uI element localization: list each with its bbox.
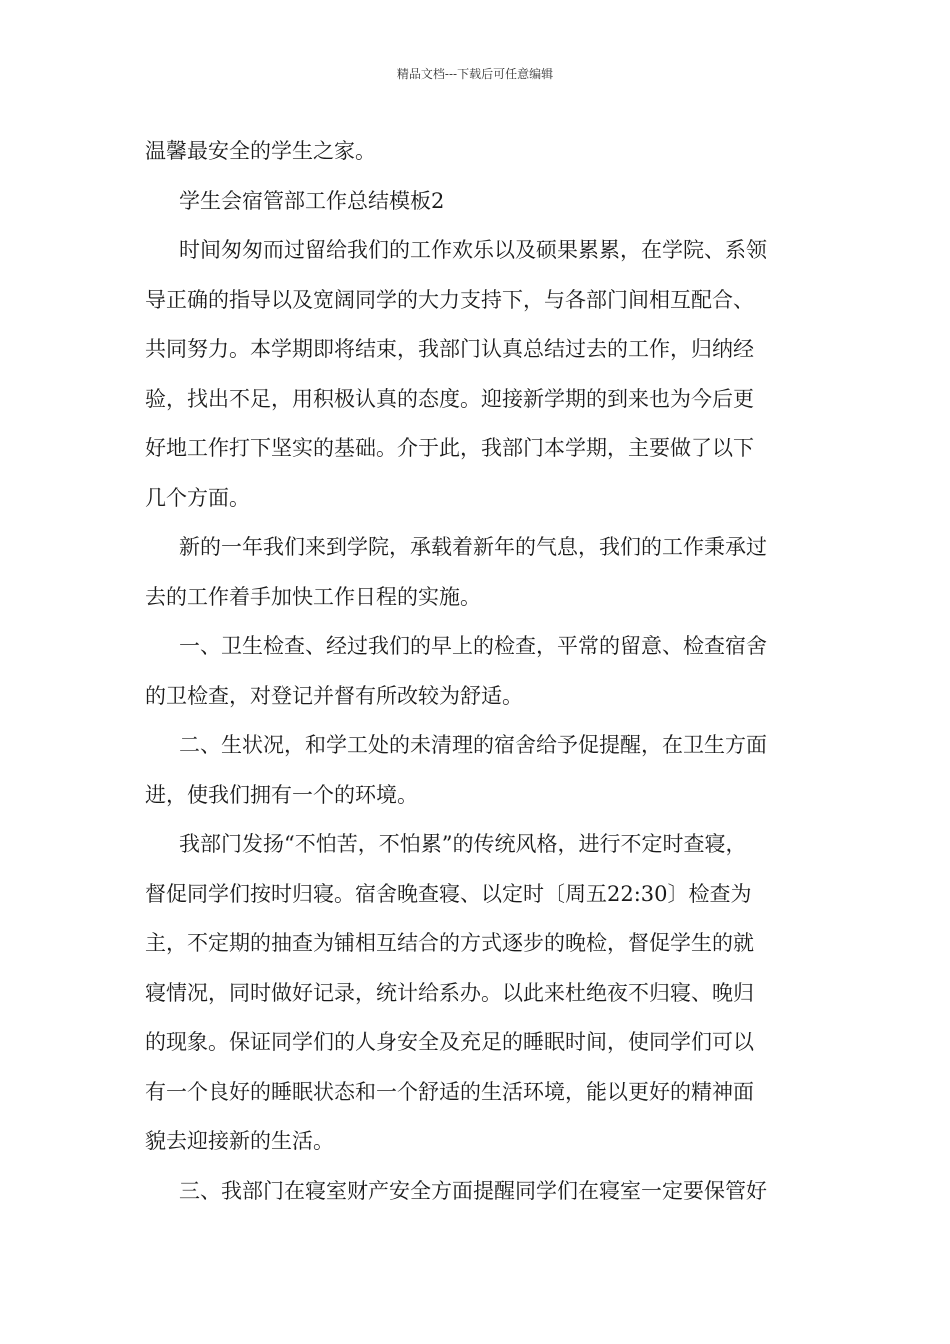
document-line: 的现象。保证同学们的人身安全及充足的睡眠时间，使同学们可以: [145, 1030, 754, 1054]
document-line: 三、我部门在寝室财产安全方面提醒同学们在寝室一定要保管好: [179, 1178, 767, 1203]
document-line: 温馨最安全的学生之家。: [145, 139, 376, 163]
document-line: 主，不定期的抽查为铺相互结合的方式逐步的晚检，督促学生的就: [145, 931, 754, 955]
document-line: 验，找出不足，用积极认真的态度。迎接新学期的到来也为今后更: [145, 386, 754, 411]
document-line: 去的工作着手加快工作日程的实施。: [145, 584, 481, 609]
document-line: 貌去迎接新的生活。: [145, 1129, 334, 1153]
document-line: 的卫检查，对登记并督有所改较为舒适。: [145, 683, 523, 708]
document-line: 时间匆匆而过留给我们的工作欢乐以及硕果累累，在学院、系领: [179, 238, 767, 262]
document-line: 好地工作打下坚实的基础。介于此，我部门本学期，主要做了以下: [145, 436, 754, 460]
document-line: 我部门发扬“不怕苦，不怕累”的传统风格，进行不定时查寝，: [179, 832, 747, 856]
document-line: 共同努力。本学期即将结束，我部门认真总结过去的工作，归纳经: [145, 337, 754, 361]
document-line: 有一个良好的睡眠状态和一个舒适的生活环境，能以更好的精神面: [145, 1079, 754, 1104]
document-line: 导正确的指导以及宽阔同学的大力支持下，与各部门间相互配合、: [145, 287, 754, 312]
document-line: 新的一年我们来到学院，承载着新年的气息，我们的工作秉承过: [179, 535, 767, 559]
document-line: 学生会宿管部工作总结模板2: [179, 188, 445, 213]
document-line: 几个方面。: [145, 485, 250, 510]
document-body: [145, 127, 810, 1216]
document-line: 督促同学们按时归寝。宿舍晚查寝、以定时〔周五22:30〕检查为: [145, 881, 752, 906]
document-line: 一、卫生检查、经过我们的早上的检查，平常的留意、检查宿舍: [179, 634, 767, 658]
page-header: 精品文档---下载后可任意编辑: [396, 67, 554, 81]
document-line: 寝情况，同时做好记录，统计给系办。以此来杜绝夜不归寝、晚归: [145, 980, 754, 1005]
document-line: 二、生状况，和学工处的未清理的宿舍给予促提醒，在卫生方面: [179, 733, 767, 757]
document-line: 进，使我们拥有一个的环境。: [145, 782, 418, 807]
